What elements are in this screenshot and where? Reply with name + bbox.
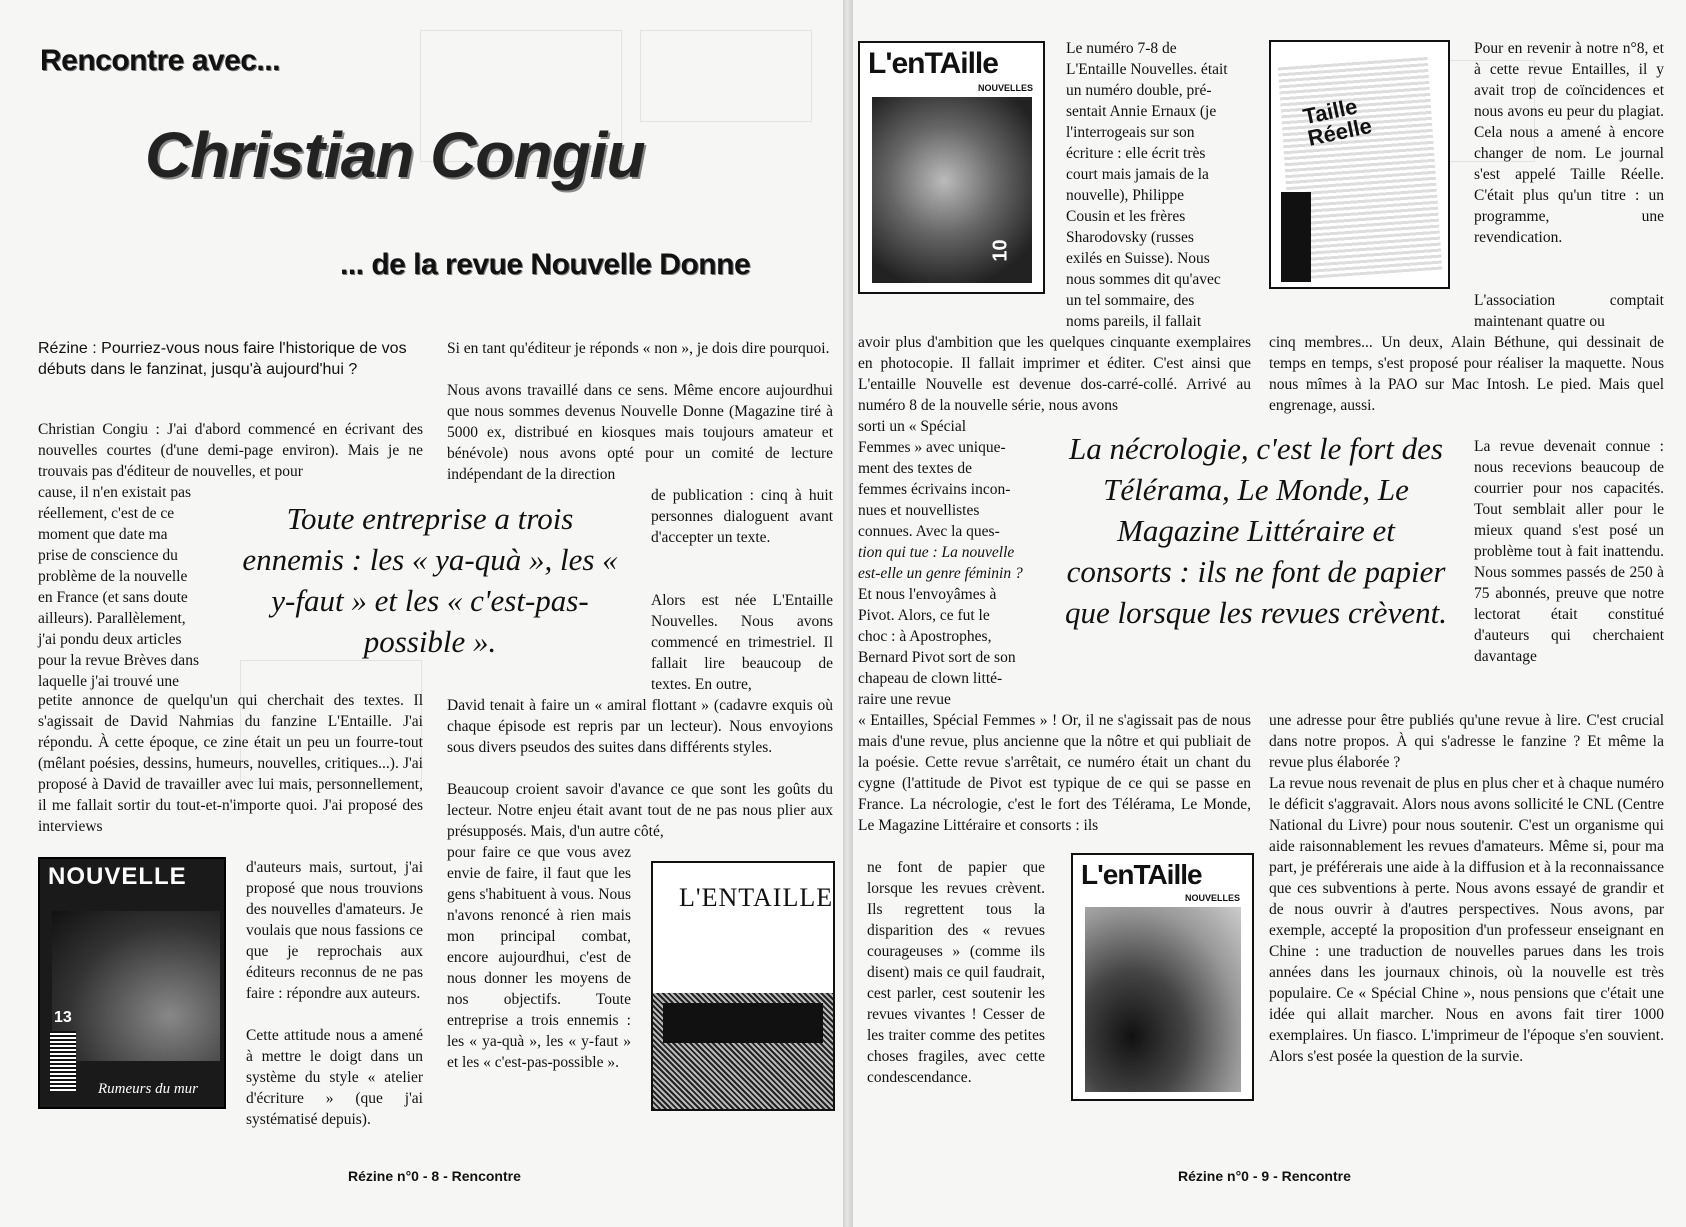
cover-number: 10 [989, 239, 1012, 262]
col2-paragraph: pour faire ce que vous avez envie de faire, il faut que les gens s'habituent à vous. Nous n'avons renoncé à rien mais mon principal combat, encore aujourdhui, c'est de nous donner les moyens de nos objectifs. Toute entreprise a trois ennemis : les « ya-quà », les « y-faut » et les « c'est-pas-possible ». [447, 844, 631, 1071]
pull-quote: La nécrologie, c'est le fort des Télérama, Le Monde, Le Magazine Littéraire et consorts : ils ne font de papier que lorsque les revues crèvent. [1065, 431, 1447, 630]
right-col2-paragraph: Pour en revenir à notre n°8, et à cette revue Entailles, il y avait trop de coïncidences et nous avons eu peur du plagiat. Cela nous a amené à encore changer de nom. Le journal s'est appelé Taille Réelle. C'était plus qu'un titre : un programme, une revendication. [1474, 40, 1664, 246]
wrap-line: cause, il n'en existait pas [38, 484, 192, 501]
wrap-line: court mais jamais de la [1066, 166, 1209, 183]
wrap-line: femmes écrivains incon- [858, 481, 1011, 498]
wrap-line: Le numéro 7-8 de [1066, 40, 1177, 57]
cover-footer: Rumeurs du mur [98, 1081, 198, 1097]
wrap-line: exilés en Suisse). Nous [1066, 250, 1210, 267]
wrap-line: sentait Annie Ernaux (je [1066, 103, 1217, 120]
cover-lentaille-10 [858, 41, 1045, 294]
wrap-line: choc : à Apostrophes, [858, 628, 992, 645]
wrap-line: Bernard Pivot sort de son [858, 649, 1016, 666]
wrap-line: un numéro double, pré- [1066, 82, 1212, 99]
col2-paragraph: David tenait à faire un « amiral flottant » (cadavre exquis où chaque épisode est repris par un lecteur). Nous envoyions sous divers pseudos des suites dans différents styles. [447, 697, 833, 756]
col1-paragraph: petite annonce de quelqu'un qui cherchait des textes. Il s'agissait de David Nahmias du fanzine L'Entaille. J'ai répondu. À cette époque, ce zine était un peu un fourre-tout (mêlant poésies, dessins, humeurs, nouvelles, critiques...). J'ai proposé à David de travailler avec lui mais, personnellement, il me fallait sortir du tout-et-n'importe quoi. J'ai proposé des interviews [38, 692, 423, 835]
pull-quote: Toute entreprise a trois ennemis : les « ya-quà », les « y-faut » et les « c'est-pas-possible ». [242, 501, 618, 659]
wrap-line: en France (et sans doute [38, 589, 188, 606]
cover-taille-reelle [1269, 40, 1450, 289]
wrap-line: problème de la nouvelle [38, 568, 188, 585]
wrap-line: sorti un « Spécial [858, 418, 967, 435]
right-col1-wrap [1066, 38, 1251, 332]
right-col2-paragraph: L'association comptait maintenant quatre ou [1474, 292, 1664, 330]
col2-paragraph: de publication : cinq à huit personnes dialoguent avant d'accepter un texte. [651, 487, 833, 546]
right-col1-paragraph: « Entailles, Spécial Femmes » ! Or, il ne s'agissait pas de nous mais d'une revue, plus ancienne que la nôtre et qui publiait de la poésie. Cette revue s'arrêtait, ce numéro était un chant du cygne (l'attitude de Pivot est typique de ce qui se passe en France. La nécrologie, c'est le fort des Télérama, Le Monde, Le Magazine Littéraire et consorts : ils [858, 712, 1251, 834]
wrap-line: l'interrogeais sur son [1066, 124, 1195, 141]
cover-landscape [1085, 907, 1241, 1092]
right-col2-paragraph: La revue devenait connue : nous recevions beaucoup de courrier pour nos capacités. Tout semblait aller pour le mieux quand s'est posé un problème tout à fait inattendu. Nous sommes passés de 250 à 75 abonnés, preuve que notre lectorat était constitué d'auteurs qui cherchaient davantage [1474, 438, 1664, 665]
right-col2-paragraph: cinq membres... Un deux, Alain Béthune, qui dessinait de temps en temps, s'est proposé pour réaliser la maquette. Nous nous mîmes à la PAO sur Mac Intosh. Le pied. Mais quel engrenage, aussi. [1269, 334, 1664, 414]
wrap-line: L'Entaille Nouvelles. était [1066, 61, 1228, 78]
wrap-line: prise de conscience du [38, 547, 178, 564]
wrap-line: Cousin et les frères [1066, 208, 1186, 225]
page-footer: Rézine n°0 - 9 - Rencontre [1178, 1168, 1351, 1184]
right-col1-paragraph: avoir plus d'ambition que les quelques cinquante exemplaires en photocopie. Il fallait imprimer et éditer. C'est ainsi que L'entaille Nouvelle est devenue dos-carré-collé. Arrivé au numéro 8 de la nouvelle série, nous avons [858, 334, 1251, 414]
cover-skyline [663, 1003, 823, 1043]
wrap-line: Et nous l'envoyâmes à [858, 586, 997, 603]
right-page [853, 0, 1686, 1227]
col1-wrap-text [38, 482, 228, 692]
article-subtitle: ... de la revue Nouvelle Donne [340, 248, 751, 281]
wrap-line: tion qui tue : La nouvelle [858, 544, 1015, 561]
wrap-line: Femmes » avec unique- [858, 439, 1006, 456]
col1-paragraph: Christian Congiu : J'ai d'abord commencé en écrivant des nouvelles courtes (d'une demi-page environ). Mais je ne trouvais pas d'éditeur de nouvelles, et pour [38, 421, 423, 480]
col2-paragraph: Beaucoup croient savoir d'avance ce que sont les goûts du lecteur. Notre enjeu était avant tout de ne pas nous plier aux présupposés. Mais, d'un autre côté, [447, 781, 833, 840]
wrap-line: moment que date ma [38, 526, 168, 543]
interviewee-name: Christian Congiu [145, 119, 645, 191]
wrap-line: ment des textes de [858, 460, 973, 477]
wrap-line: raire une revue [858, 691, 951, 708]
wrap-line: chapeau de clown litté- [858, 670, 1003, 687]
spine-gutter [843, 0, 853, 1227]
cover-title: Taille Réelle [1300, 93, 1375, 151]
col1-paragraph: Cette attitude nous a amené à mettre le doigt dans un système du style « atelier d'écriture » (que j'ai systématisé depuis). [246, 1027, 423, 1128]
interview-question: Rézine : Pourriez-vous nous faire l'historique de vos débuts dans le fanzinat, jusqu'à aujourd'hui ? [38, 340, 407, 378]
right-col1-wrap2 [858, 416, 1038, 710]
wrap-line: Pivot. Alors, ce fut le [858, 607, 990, 624]
cover-title: NOUVELLE [48, 863, 187, 890]
col2-paragraph: Si en tant qu'éditeur je réponds « non », je dois dire pourquoi. [447, 340, 830, 357]
wrap-line: ailleurs). Parallèlement, [38, 610, 186, 627]
wrap-line: est-elle un genre féminin ? [858, 565, 1023, 582]
wrap-line: nous sommes dit qu'avec [1066, 271, 1221, 288]
wrap-line: un tel sommaire, des [1066, 292, 1195, 309]
cover-sub: NOUVELLES [1185, 893, 1241, 903]
kicker-heading: Rencontre avec... [40, 44, 280, 77]
cover-sub: NOUVELLES [978, 83, 1034, 93]
right-col1-paragraph: ne font de papier que lorsque les revues crèvent. Ils regrettent tous la disparition des « revues courageuses » (comme ils disent) mais ce quil faudrait, cest parler, cest soutenir les revues vivantes ! Cesser de les traiter comme des petites choses fragiles, avec cette condescendance. [867, 859, 1045, 1086]
cover-lentaille-nouvelles [1071, 853, 1254, 1101]
wrap-line: j'ai pondu deux articles [38, 631, 182, 648]
cover-number: 13 [54, 1009, 72, 1026]
right-col2-paragraph: La revue nous revenait de plus en plus cher et à chaque numéro le déficit s'aggravait. Alors nous avons sollicité le CNL (Centre National du Livre) pour nous soutenir. C'est un organisme qui aide raisonnablement les revues d'amateurs. Même si, pour ma part, je préférerais une aide à la diffusion et à la reconnaissance que ces subventions à perte. Nous avons essayé de grandir et de nous ouvrir à d'autres perspectives. Nous avons, par exemple, accepté la proposition d'un professeur enseignant en Chine : une traduction de nouvelles parues dans les trois années dans les journaux chinois, où la nouvelle est très populaire. Ce « Spécial Chine », nous pensions que c'était une idée qui allait marcher. Nous en avons fait tirer 1000 exemplaires. Un fiasco. L'imprimeur de l'époque s'en souvient. Alors s'est posée la question de la survie. [1269, 775, 1664, 1065]
wrap-line: réellement, c'est de ce [38, 505, 175, 522]
show-through-block [640, 30, 812, 122]
cover-title: L'enTAille [1081, 859, 1202, 890]
wrap-line: noms pareils, il fallait [1066, 313, 1202, 330]
wrap-line: écriture : elle écrit très [1066, 145, 1206, 162]
cover-photo [52, 911, 220, 1061]
wrap-line: nouvelle), Philippe [1066, 187, 1184, 204]
wrap-line: connues. Avec la ques- [858, 523, 1000, 540]
cover-dark-band [1281, 192, 1311, 282]
col2-paragraph: Alors est née L'Entaille Nouvelles. Nous avons commencé en trimestriel. Il fallait lire beaucoup de textes. En outre, [651, 592, 833, 693]
cover-nouvelle-donne [38, 857, 226, 1109]
page-footer: Rézine n°0 - 8 - Rencontre [348, 1168, 521, 1184]
barcode [50, 1031, 76, 1091]
wrap-line: nues et nouvellistes [858, 502, 980, 519]
cover-title: L'enTAille [868, 47, 998, 80]
cover-title: L'ENTAILLE [679, 883, 834, 912]
wrap-line: Sharodovsky (russes [1066, 229, 1194, 246]
wrap-line: laquelle j'ai trouvé une [38, 673, 179, 690]
col2-paragraph: Nous avons travaillé dans ce sens. Même encore aujourdhui que nous sommes devenus Nouvelle Donne (Magazine tiré à 5000 ex, distribué en kiosques mais toujours amateur et bénévole) nous avons opté pour un comité de lecture indépendant de la direction [447, 382, 833, 483]
wrap-line: pour la revue Brèves dans [38, 652, 199, 669]
col1-paragraph: d'auteurs mais, surtout, j'ai proposé que nous trouvions des nouvelles d'amateurs. Je voulais que nous fassions ce que je reprochais aux éditeurs reconnus de ne pas faire : répondre aux auteurs. [246, 859, 423, 1002]
cover-lentaille [651, 861, 835, 1111]
right-col2-paragraph: une adresse pour être publiés qu'une revue à lire. C'est crucial dans notre propos. À qui s'adresse le fanzine ? Et même la revue plus élaborée ? [1269, 712, 1664, 771]
